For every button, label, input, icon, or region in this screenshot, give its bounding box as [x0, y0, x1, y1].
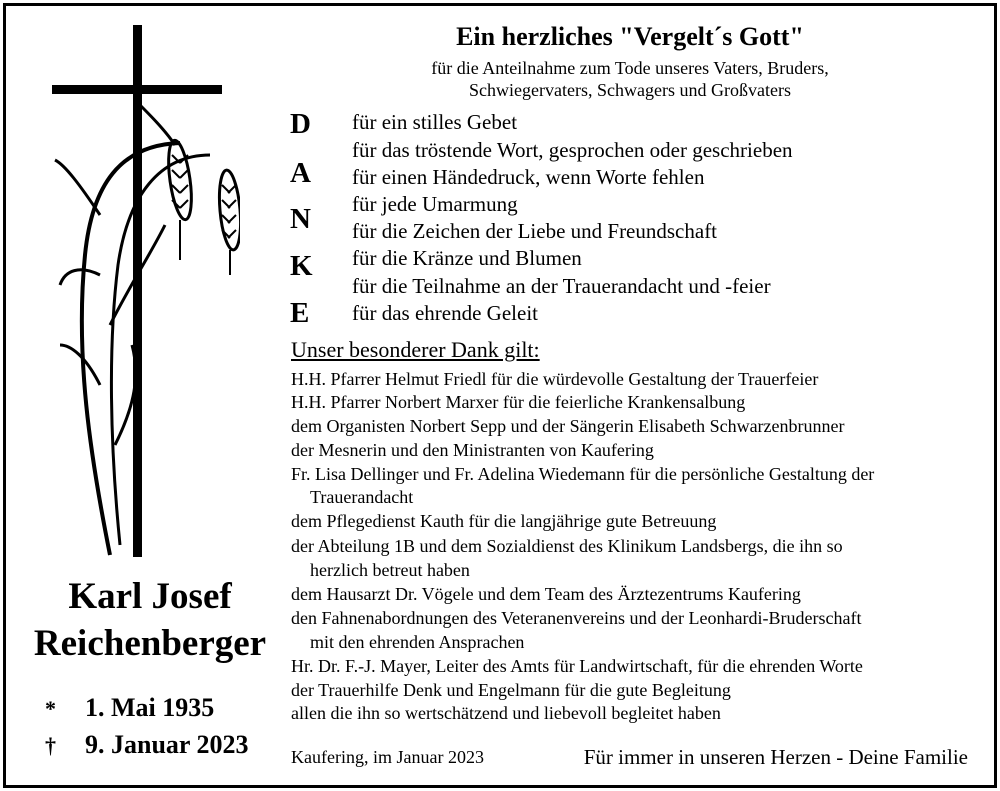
danke-letter: E [290, 297, 310, 329]
thanks-line: dem Hausarzt Dr. Vögele und dem Team des Ärztezentrums Kaufering [291, 584, 801, 604]
thanks-line: herzlich betreut haben [310, 560, 470, 580]
cross-with-wheat-icon [40, 25, 240, 560]
birth-star-icon: * [45, 696, 56, 721]
thanks-line: der Trauerhilfe Denk und Engelmann für die gute Begleitung [291, 680, 731, 700]
birth-date: 1. Mai 1935 [85, 693, 215, 722]
thanks-line: den Fahnenabordnungen des Veteranenvereins und der Leonhardi-Bruderschaft [291, 608, 862, 628]
thanks-line: mit den ehrenden Ansprachen [310, 632, 525, 652]
danke-line: für die Zeichen der Liebe und Freundschaft [352, 219, 718, 243]
danke-line: für das ehrende Geleit [352, 301, 538, 325]
thanks-line: Hr. Dr. F.-J. Mayer, Leiter des Amts für Landwirtschaft, für die ehrenden Worte [291, 656, 863, 676]
danke-line: für die Kränze und Blumen [352, 246, 582, 270]
danke-letter: D [290, 108, 311, 140]
thanks-line: dem Pflegedienst Kauth für die langjährige gute Betreuung [291, 511, 717, 531]
thanks-line: Trauerandacht [310, 487, 414, 507]
danke-letter: N [290, 203, 311, 235]
deceased-first-names: Karl Josef [68, 576, 232, 617]
intro-line: für die Anteilnahme zum Tode unseres Vaters, Bruders, [431, 58, 829, 78]
thanks-line: H.H. Pfarrer Helmut Friedl für die würdevolle Gestaltung der Trauerfeier [291, 369, 819, 389]
intro-line: Schwiegervaters, Schwagers und Großvaters [469, 80, 791, 100]
death-date: 9. Januar 2023 [85, 730, 249, 759]
death-date-line [45, 730, 249, 760]
thanks-line: der Mesnerin und den Ministranten von Kaufering [291, 440, 654, 460]
place-date: Kaufering, im Januar 2023 [291, 747, 484, 767]
special-thanks-title: Unser besonderer Dank gilt: [291, 337, 540, 362]
deceased-surname: Reichenberger [33, 623, 267, 664]
death-cross-icon: † [45, 733, 56, 758]
notice-title: Ein herzliches "Vergelt´s Gott" [456, 22, 804, 51]
danke-line: für jede Umarmung [352, 192, 518, 216]
danke-letter: A [290, 157, 311, 189]
thanks-line: H.H. Pfarrer Norbert Marxer für die feierliche Krankensalbung [291, 392, 746, 412]
danke-line: für einen Händedruck, wenn Worte fehlen [352, 165, 705, 189]
thanks-line: der Abteilung 1B und dem Sozialdienst des Klinikum Landsbergs, die ihn so [291, 536, 843, 556]
birth-date-line [45, 693, 214, 723]
thanks-line: dem Organisten Norbert Sepp und der Sängerin Elisabeth Schwarzenbrunner [291, 416, 845, 436]
danke-line: für ein stilles Gebet [352, 110, 518, 134]
danke-line: für die Teilnahme an der Trauerandacht und -feier [352, 274, 771, 298]
danke-line: für das tröstende Wort, gesprochen oder geschrieben [352, 138, 793, 162]
family-signature: Für immer in unseren Herzen - Deine Familie [583, 745, 968, 769]
danke-letter: K [290, 250, 313, 282]
thanks-line: Fr. Lisa Dellinger und Fr. Adelina Wiedemann für die persönliche Gestaltung der [291, 464, 875, 484]
thanks-line: allen die ihn so wertschätzend und liebevoll begleitet haben [291, 703, 721, 723]
